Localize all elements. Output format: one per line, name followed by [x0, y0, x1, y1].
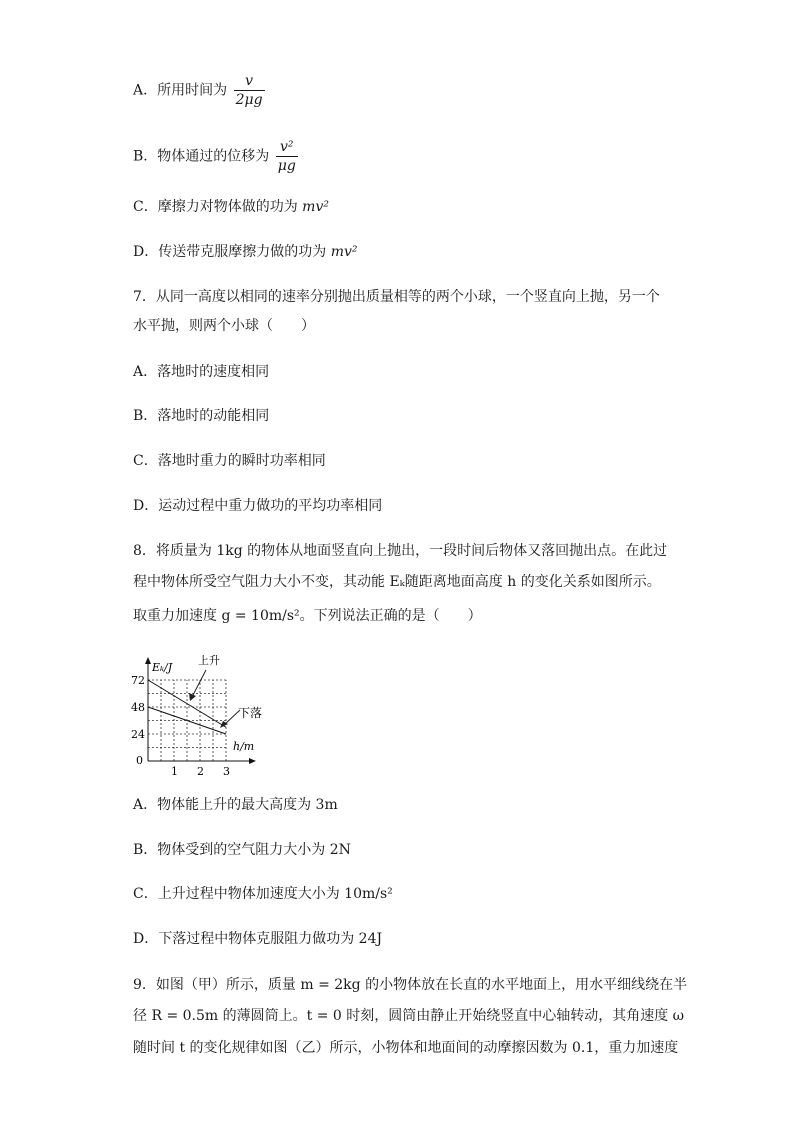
q7-option-a: A．落地时的速度相同	[133, 364, 270, 380]
legend-rise-label: 上升	[198, 655, 220, 667]
fraction-numerator: v	[245, 73, 254, 89]
q8-option-b: B．物体受到的空气阻力大小为 2N	[133, 842, 351, 858]
x-axis-label: h/m	[233, 740, 255, 753]
q7-option-c: C．落地时重力的瞬时功率相同	[133, 453, 326, 469]
q8-option-a: A．物体能上升的最大高度为 3m	[133, 797, 338, 813]
q7-option-d: D．运动过程中重力做功的平均功率相同	[133, 498, 383, 514]
q7-option-b: B．落地时的动能相同	[133, 408, 270, 424]
q6-option-b-text: B．物体通过的位移为	[133, 148, 270, 165]
legend-rise-arrowhead	[189, 693, 196, 701]
fraction-denominator: 2μg	[235, 92, 263, 108]
x-tick-label: 3	[223, 765, 230, 775]
chart-labels	[131, 674, 230, 775]
fraction	[276, 138, 298, 175]
formula: mv²	[330, 244, 358, 260]
x-tick-label: 1	[171, 765, 178, 775]
q7-stem-line1: 7．从同一高度以相同的速率分别抛出质量相等的两个小球，一个竖直向上抛，另一个	[133, 289, 660, 305]
q8-stem-line1: 8．将质量为 1kg 的物体从地面竖直向上抛出，一段时间后物体又落回抛出点。在此过	[133, 543, 668, 559]
legend-rise-arrow	[192, 670, 206, 697]
q7-stem-line2: 水平抛，则两个小球（ ）	[133, 318, 315, 334]
q8-option-d: D．下落过程中物体克服阻力做功为 24J	[133, 931, 383, 947]
q6-option-d-text: D．传送带克服摩擦力做的功为	[133, 244, 331, 260]
q9-line3: 随时间 t 的变化规律如图（乙）所示，小物体和地面间的动摩擦因数为 0.1，重力加速度	[133, 1040, 679, 1056]
y-axis-arrow	[145, 657, 151, 664]
y-tick-label: 48	[131, 701, 145, 714]
legend-fall-label: 下落	[238, 706, 263, 720]
origin-label: 0	[136, 754, 143, 767]
y-tick-label: 72	[131, 674, 145, 687]
fraction-denominator: μg	[277, 158, 296, 174]
formula: mv²	[302, 199, 329, 215]
energy-height-chart	[130, 655, 290, 775]
q6-option-c	[133, 197, 329, 217]
q8-stem-line2: 程中物体所受空气阻力大小不变，其动能 Eₖ随距离地面高度 h 的变化关系如图所示。	[133, 574, 661, 590]
q6-option-a	[133, 72, 265, 109]
q6-option-a-text: A．所用时间为	[133, 82, 228, 99]
q6-option-b	[133, 138, 298, 175]
q8-stem-line3: 取重力加速度 g = 10m/s²。下列说法正确的是（ ）	[133, 608, 482, 624]
q8-option-c: C．上升过程中物体加速度大小为 10m/s²	[133, 886, 393, 902]
q6-option-c-text: C．摩擦力对物体做的功为	[133, 199, 303, 215]
x-axis-arrow	[249, 758, 256, 764]
y-tick-label: 24	[131, 728, 145, 741]
fraction	[234, 72, 265, 109]
q9-line1: 9．如图（甲）所示，质量 m = 2kg 的小物体放在长直的水平地面上，用水平细线绕在半	[133, 977, 688, 993]
x-tick-label: 2	[197, 765, 204, 775]
fraction-numerator: v²	[280, 139, 294, 155]
y-axis-label: Eₖ/J	[152, 661, 173, 674]
q6-option-d	[133, 242, 357, 262]
q9-line2: 径 R = 0.5m 的薄圆筒上。t = 0 时刻，圆筒由静止开始绕竖直中心轴转动，其角速度 ω	[133, 1008, 685, 1024]
